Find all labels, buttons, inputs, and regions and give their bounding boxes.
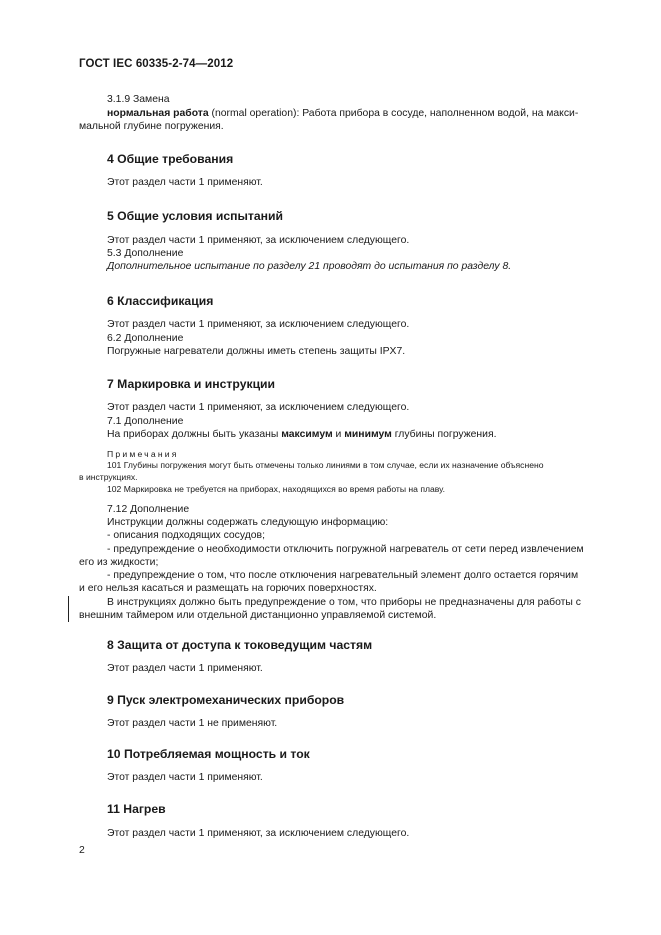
list-item-1: - описания подходящих сосудов; [107,530,265,541]
section-7-heading: 7 Маркировка и инструкции [107,377,276,391]
word-minimum: минимум [344,429,392,440]
section-5-text: Этот раздел части 1 применяют, за исключением следующего. [107,235,410,246]
section-6-2-text: Погружные нагреватели должны иметь степень защиты IPX7. [107,346,406,357]
section-8-heading: 8 Защита от доступа к токоведущим частям [107,638,373,652]
list-item-3-cont: и его нельзя касаться и размещать на горючих поверхностях. [79,583,377,594]
section-7-text: Этот раздел части 1 применяют, за исключением следующего. [107,402,410,413]
word-maximum: максимум [281,429,333,440]
note-102: 102 Маркировка не требуется на приборах, находящихся во время работы на плаву. [107,484,445,494]
section-9-text: Этот раздел части 1 не применяют. [107,718,278,729]
note-101-cont: в инструкциях. [79,472,138,482]
section-5-3-heading: 5.3 Дополнение [107,248,184,259]
section-7-12-intro: Инструкции должны содержать следующую информацию: [107,517,389,528]
section-4-text: Этот раздел части 1 применяют. [107,177,263,188]
notes-label: Примечания [107,449,179,459]
section-5-3-text: Дополнительное испытание по разделу 21 проводят до испытания по разделу 8. [107,261,512,272]
section-4-heading: 4 Общие требования [107,152,234,166]
list-item-2: - предупреждение о необходимости отключить погружной нагреватель от сети перед извлечением [107,544,584,555]
term-bold: нормальная работа [107,108,209,119]
section-10-heading: 10 Потребляемая мощность и ток [107,747,310,761]
change-bar [68,596,69,622]
page-header-standard: ГОСТ IEC 60335-2-74—2012 [79,58,234,70]
section-9-heading: 9 Пуск электромеханических приборов [107,693,345,707]
page-number: 2 [79,845,85,856]
section-8-text: Этот раздел части 1 применяют. [107,663,263,674]
clause-3-1-9-definition [107,107,578,120]
section-7-1-text: На приборах должны быть указаны максимум и минимум глубины погружения. [107,429,497,440]
section-6-2-heading: 6.2 Дополнение [107,333,184,344]
clause-3-1-9-number: 3.1.9 Замена [107,94,170,105]
list-item-3: - предупреждение о том, что после отключения нагревательный элемент долго остается горячим [107,570,579,581]
section-11-text: Этот раздел части 1 применяют, за исключением следующего. [107,828,410,839]
section-5-heading: 5 Общие условия испытаний [107,209,284,223]
section-6-heading: 6 Классификация [107,294,214,308]
warning-text: В инструкциях должно быть предупреждение о том, что приборы не предназначены для работы с [107,597,581,608]
list-item-2-cont: его из жидкости; [79,557,159,568]
clause-3-1-9-definition-cont: мальной глубине погружения. [79,121,224,132]
section-10-text: Этот раздел части 1 применяют. [107,772,263,783]
term-definition: (normal operation): Работа прибора в сосуде, наполненном водой, на макси- [208,108,579,119]
note-101: 101 Глубины погружения могут быть отмечены только линиями в том случае, если их назначение объяснено [107,460,544,470]
section-7-1-heading: 7.1 Дополнение [107,416,184,427]
warning-text-cont: внешним таймером или отдельной дистанционно управляемой системой. [79,610,437,621]
section-11-heading: 11 Нагрев [107,802,166,816]
section-6-text: Этот раздел части 1 применяют, за исключением следующего. [107,319,410,330]
section-7-12-heading: 7.12 Дополнение [107,504,190,515]
